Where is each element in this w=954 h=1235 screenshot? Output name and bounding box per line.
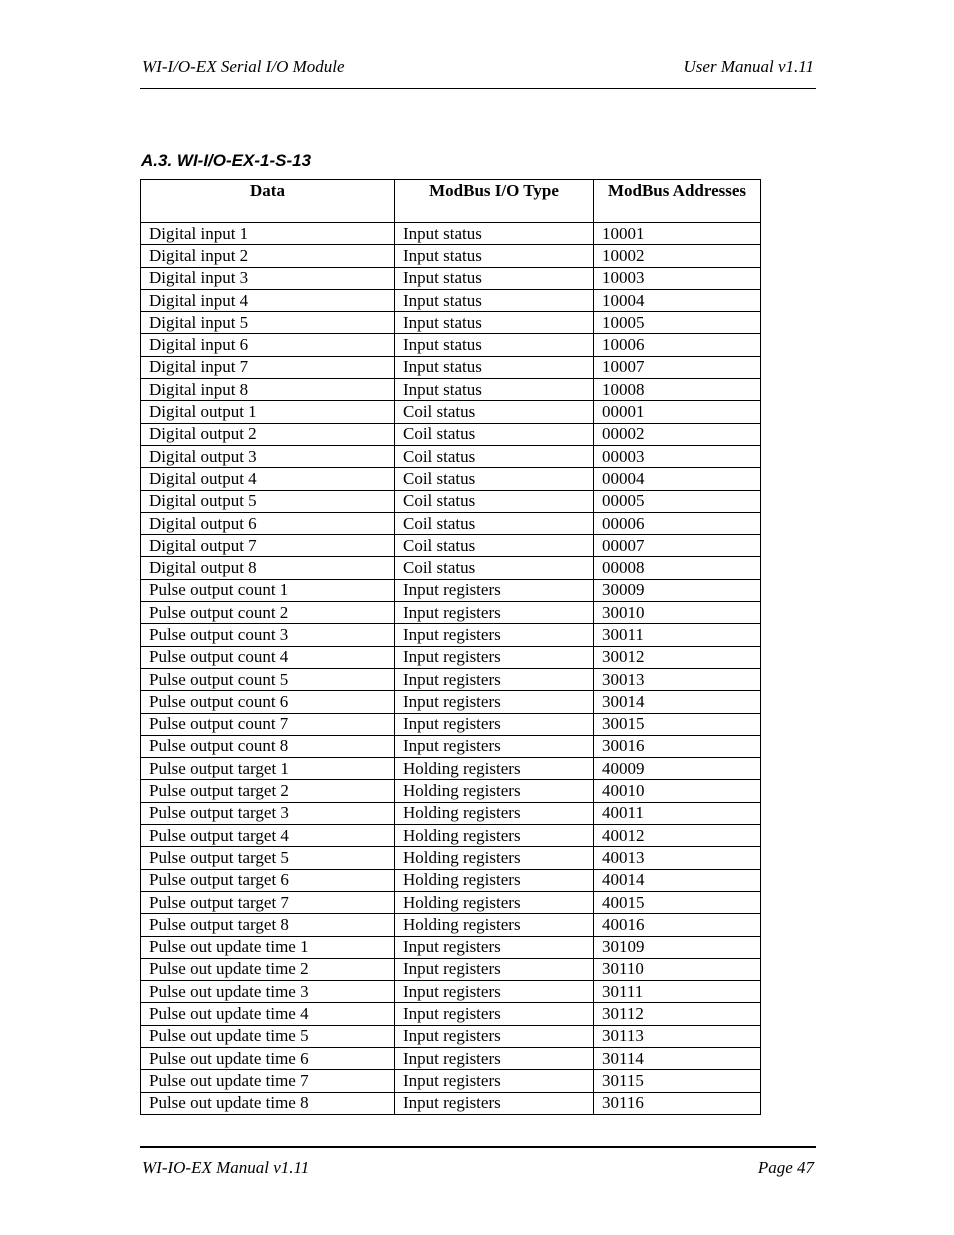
cell-address: 10002 — [594, 245, 761, 267]
cell-io-type: Coil status — [395, 512, 594, 534]
table-row — [141, 981, 761, 1003]
table-row — [141, 512, 761, 534]
cell-address: 30010 — [594, 602, 761, 624]
cell-data: Pulse output count 6 — [141, 691, 395, 713]
cell-address: 30013 — [594, 668, 761, 690]
cell-address: 30110 — [594, 958, 761, 980]
table-row — [141, 312, 761, 334]
cell-data: Pulse output target 5 — [141, 847, 395, 869]
cell-data: Pulse output target 6 — [141, 869, 395, 891]
table-row — [141, 758, 761, 780]
footer-page-number: Page 47 — [757, 1158, 814, 1177]
cell-address: 10006 — [594, 334, 761, 356]
table-row — [141, 958, 761, 980]
cell-data: Pulse out update time 3 — [141, 981, 395, 1003]
cell-data: Pulse output count 1 — [141, 579, 395, 601]
cell-io-type: Coil status — [395, 468, 594, 490]
cell-address: 10004 — [594, 289, 761, 311]
cell-data: Digital input 4 — [141, 289, 395, 311]
cell-address: 40016 — [594, 914, 761, 936]
cell-data: Pulse output target 3 — [141, 802, 395, 824]
cell-data: Pulse out update time 5 — [141, 1025, 395, 1047]
cell-address: 30015 — [594, 713, 761, 735]
cell-address: 40009 — [594, 758, 761, 780]
table-row — [141, 289, 761, 311]
cell-address: 30012 — [594, 646, 761, 668]
cell-data: Pulse out update time 2 — [141, 958, 395, 980]
cell-data: Pulse output count 3 — [141, 624, 395, 646]
cell-address: 40012 — [594, 825, 761, 847]
cell-data: Digital input 2 — [141, 245, 395, 267]
cell-io-type: Holding registers — [395, 802, 594, 824]
cell-address: 30016 — [594, 735, 761, 757]
cell-data: Pulse out update time 8 — [141, 1092, 395, 1114]
cell-address: 30111 — [594, 981, 761, 1003]
cell-data: Digital output 1 — [141, 401, 395, 423]
table-row — [141, 825, 761, 847]
table-row — [141, 423, 761, 445]
cell-address: 00005 — [594, 490, 761, 512]
cell-address: 30009 — [594, 579, 761, 601]
cell-address: 00003 — [594, 445, 761, 467]
cell-data: Digital input 5 — [141, 312, 395, 334]
table-row — [141, 356, 761, 378]
cell-address: 10003 — [594, 267, 761, 289]
cell-address: 30112 — [594, 1003, 761, 1025]
cell-address: 10001 — [594, 223, 761, 245]
table-row — [141, 445, 761, 467]
table-row — [141, 646, 761, 668]
cell-io-type: Input status — [395, 289, 594, 311]
cell-data: Pulse output count 7 — [141, 713, 395, 735]
cell-io-type: Input registers — [395, 713, 594, 735]
page-footer — [140, 1146, 816, 1177]
cell-io-type: Holding registers — [395, 780, 594, 802]
table-row — [141, 535, 761, 557]
cell-io-type: Holding registers — [395, 914, 594, 936]
cell-io-type: Input registers — [395, 1047, 594, 1069]
section-title: A.3. WI-I/O-EX-1-S-13 — [141, 151, 312, 170]
table-row — [141, 668, 761, 690]
cell-address: 30116 — [594, 1092, 761, 1114]
table-row — [141, 245, 761, 267]
cell-io-type: Input registers — [395, 936, 594, 958]
cell-io-type: Input registers — [395, 691, 594, 713]
cell-data: Pulse output count 5 — [141, 668, 395, 690]
cell-address: 30014 — [594, 691, 761, 713]
cell-io-type: Input registers — [395, 579, 594, 601]
cell-address: 00004 — [594, 468, 761, 490]
cell-io-type: Input status — [395, 267, 594, 289]
cell-data: Digital output 8 — [141, 557, 395, 579]
column-header-addresses: ModBus Addresses — [594, 180, 761, 223]
cell-io-type: Coil status — [395, 401, 594, 423]
footer-manual: WI-IO-EX Manual v1.11 — [142, 1158, 310, 1177]
cell-data: Digital output 3 — [141, 445, 395, 467]
cell-io-type: Input registers — [395, 958, 594, 980]
page-header — [140, 56, 816, 89]
cell-data: Pulse output target 7 — [141, 891, 395, 913]
cell-io-type: Holding registers — [395, 825, 594, 847]
table-row — [141, 869, 761, 891]
table-body — [141, 223, 761, 1115]
table-row — [141, 1092, 761, 1114]
cell-io-type: Input status — [395, 223, 594, 245]
cell-address: 00001 — [594, 401, 761, 423]
table-row — [141, 624, 761, 646]
cell-io-type: Input registers — [395, 1070, 594, 1092]
cell-io-type: Coil status — [395, 490, 594, 512]
table-row — [141, 334, 761, 356]
cell-address: 30114 — [594, 1047, 761, 1069]
cell-io-type: Input status — [395, 245, 594, 267]
cell-io-type: Holding registers — [395, 891, 594, 913]
table-row — [141, 847, 761, 869]
cell-address: 00008 — [594, 557, 761, 579]
cell-address: 00006 — [594, 512, 761, 534]
cell-io-type: Coil status — [395, 557, 594, 579]
cell-data: Digital input 8 — [141, 379, 395, 401]
table-row — [141, 490, 761, 512]
cell-data: Digital input 7 — [141, 356, 395, 378]
cell-io-type: Input registers — [395, 1025, 594, 1047]
table-row — [141, 936, 761, 958]
cell-address: 30113 — [594, 1025, 761, 1047]
cell-io-type: Input registers — [395, 1092, 594, 1114]
cell-io-type: Holding registers — [395, 758, 594, 780]
table-row — [141, 223, 761, 245]
modbus-address-table — [140, 179, 761, 1115]
cell-address: 30109 — [594, 936, 761, 958]
cell-data: Digital output 5 — [141, 490, 395, 512]
table-row — [141, 691, 761, 713]
cell-io-type: Holding registers — [395, 847, 594, 869]
table-row — [141, 802, 761, 824]
cell-data: Pulse output target 1 — [141, 758, 395, 780]
cell-io-type: Holding registers — [395, 869, 594, 891]
cell-address: 10005 — [594, 312, 761, 334]
cell-io-type: Input registers — [395, 624, 594, 646]
cell-data: Digital input 3 — [141, 267, 395, 289]
cell-io-type: Input status — [395, 312, 594, 334]
table-row — [141, 468, 761, 490]
table-row — [141, 267, 761, 289]
cell-address: 30115 — [594, 1070, 761, 1092]
cell-io-type: Input registers — [395, 1003, 594, 1025]
cell-io-type: Input registers — [395, 602, 594, 624]
cell-io-type: Coil status — [395, 445, 594, 467]
cell-data: Pulse out update time 7 — [141, 1070, 395, 1092]
cell-address: 40013 — [594, 847, 761, 869]
table-row — [141, 557, 761, 579]
cell-data: Digital input 6 — [141, 334, 395, 356]
cell-data: Pulse out update time 1 — [141, 936, 395, 958]
table-row — [141, 780, 761, 802]
table-header-row — [141, 180, 761, 223]
cell-address: 30011 — [594, 624, 761, 646]
cell-data: Pulse output target 8 — [141, 914, 395, 936]
cell-data: Digital output 6 — [141, 512, 395, 534]
cell-address: 40011 — [594, 802, 761, 824]
cell-io-type: Input registers — [395, 668, 594, 690]
cell-data: Pulse output count 8 — [141, 735, 395, 757]
cell-data: Digital output 4 — [141, 468, 395, 490]
cell-io-type: Input status — [395, 379, 594, 401]
cell-data: Digital input 1 — [141, 223, 395, 245]
cell-address: 10007 — [594, 356, 761, 378]
header-version: User Manual v1.11 — [683, 57, 814, 76]
cell-data: Digital output 7 — [141, 535, 395, 557]
header-title: WI-I/O-EX Serial I/O Module — [142, 57, 345, 76]
cell-address: 40014 — [594, 869, 761, 891]
table-row — [141, 914, 761, 936]
cell-data: Pulse output target 4 — [141, 825, 395, 847]
cell-data: Pulse out update time 4 — [141, 1003, 395, 1025]
cell-address: 40010 — [594, 780, 761, 802]
table-row — [141, 1047, 761, 1069]
table-row — [141, 1025, 761, 1047]
cell-address: 00007 — [594, 535, 761, 557]
table-row — [141, 735, 761, 757]
table-row — [141, 379, 761, 401]
table-row — [141, 713, 761, 735]
cell-data: Pulse output target 2 — [141, 780, 395, 802]
cell-io-type: Input status — [395, 334, 594, 356]
cell-io-type: Input registers — [395, 735, 594, 757]
cell-io-type: Input registers — [395, 981, 594, 1003]
table-row — [141, 602, 761, 624]
table-row — [141, 891, 761, 913]
table-row — [141, 1003, 761, 1025]
cell-address: 40015 — [594, 891, 761, 913]
cell-data: Pulse output count 4 — [141, 646, 395, 668]
table-row — [141, 1070, 761, 1092]
table-row — [141, 579, 761, 601]
cell-io-type: Coil status — [395, 423, 594, 445]
column-header-data: Data — [141, 180, 395, 223]
cell-data: Pulse output count 2 — [141, 602, 395, 624]
cell-io-type: Input status — [395, 356, 594, 378]
cell-address: 00002 — [594, 423, 761, 445]
cell-data: Pulse out update time 6 — [141, 1047, 395, 1069]
cell-io-type: Coil status — [395, 535, 594, 557]
cell-address: 10008 — [594, 379, 761, 401]
column-header-io-type: ModBus I/O Type — [395, 180, 594, 223]
cell-data: Digital output 2 — [141, 423, 395, 445]
table-row — [141, 401, 761, 423]
cell-io-type: Input registers — [395, 646, 594, 668]
